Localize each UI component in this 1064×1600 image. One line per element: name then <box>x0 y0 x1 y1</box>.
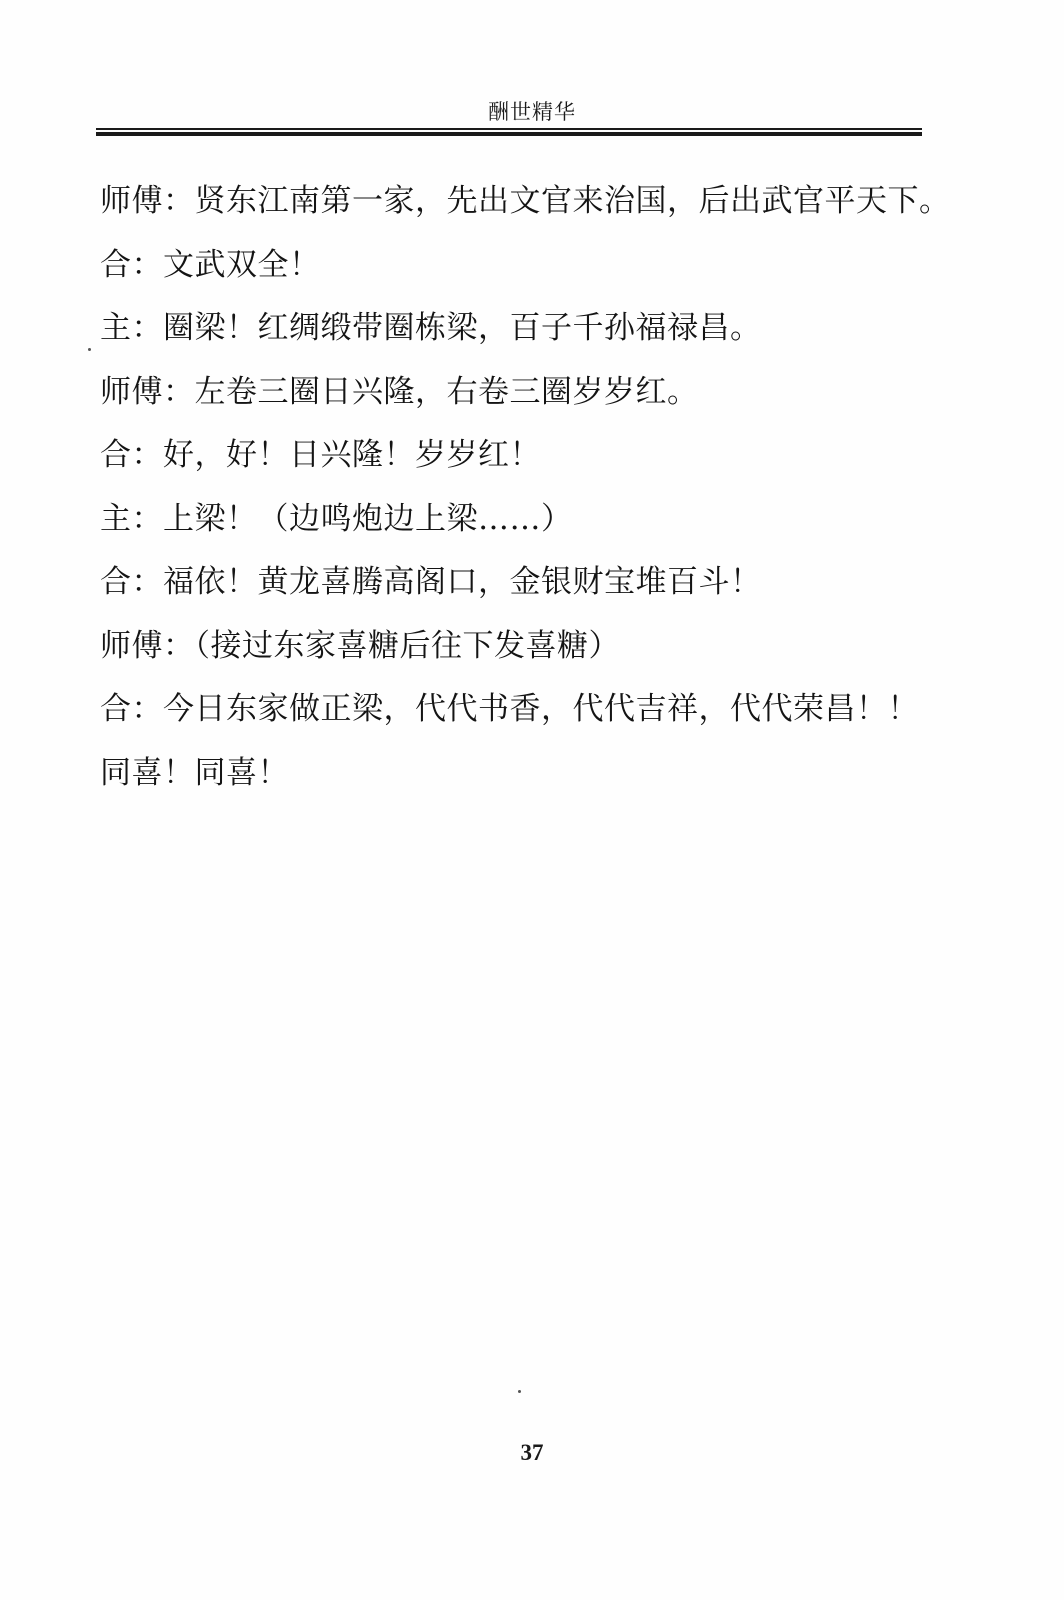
page-number: 37 <box>520 1440 544 1465</box>
dialogue-line: 合：好，好！日兴隆！岁岁红！ <box>100 437 541 473</box>
dialogue-body <box>100 170 951 805</box>
header-rule-thick-line <box>96 132 922 136</box>
dialogue-line: 主：圈梁！红绸缎带圈栋梁，百子千孙福禄昌。 <box>100 310 762 346</box>
dialogue-line: 合：文武双全！ <box>100 246 321 283</box>
dialogue-line: 同喜！同喜！ <box>100 754 289 791</box>
running-header-title: 酬世精华 <box>488 100 576 124</box>
header-double-rule <box>96 128 922 137</box>
dialogue-line: 合：福依！黄龙喜腾高阁口，金银财宝堆百斗！ <box>100 564 762 600</box>
scan-speck <box>518 1390 521 1393</box>
dialogue-line: 师傅：左卷三圈日兴隆，右卷三圈岁岁红。 <box>100 373 699 410</box>
dialogue-line: 师傅：（接过东家喜糖后往下发喜糖） <box>100 627 620 664</box>
dialogue-line: 合：今日东家做正梁，代代书香，代代吉祥，代代荣昌！！ <box>100 691 919 727</box>
dialogue-line: 主：上梁！（边鸣炮边上梁……） <box>100 500 573 537</box>
header-rule-thin-line <box>96 128 922 130</box>
scan-speck <box>88 348 91 351</box>
dialogue-line: 师傅：贤东江南第一家，先出文官来治国，后出武官平天下。 <box>100 183 951 219</box>
